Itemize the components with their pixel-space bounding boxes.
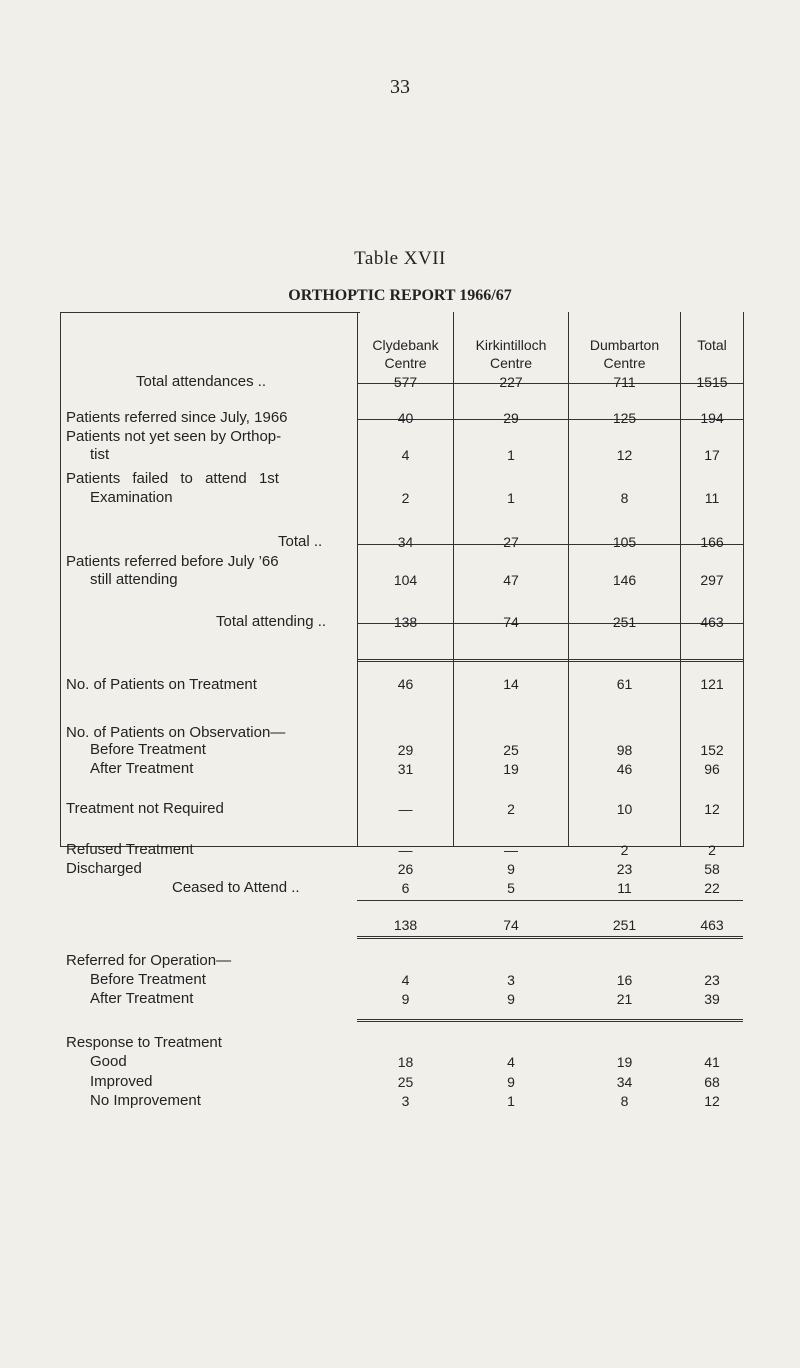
cell-total-attendances-col3: 711 bbox=[613, 374, 636, 390]
cell-op-before-col1: 4 bbox=[401, 972, 410, 988]
label-response: Response to Treatment bbox=[66, 1034, 222, 1051]
column-header-dumbarton bbox=[569, 336, 680, 372]
table-left-border bbox=[60, 312, 61, 847]
cell-refused-col3: 2 bbox=[620, 842, 629, 858]
cell-not-seen-col1: 4 bbox=[401, 447, 410, 463]
table-right-border bbox=[743, 312, 744, 847]
cell-total-attending-col3: 251 bbox=[612, 614, 637, 630]
label-failed-2: Examination bbox=[90, 489, 173, 506]
cell-refused-col1: — bbox=[398, 842, 413, 858]
label-before-july-2: still attending bbox=[90, 571, 178, 588]
cell-total-attending-col4: 463 bbox=[700, 614, 724, 630]
cell-total-attending-col1: 138 bbox=[393, 614, 418, 630]
cell-no-improvement-col1: 3 bbox=[401, 1093, 410, 1109]
cell-before-july-col3: 146 bbox=[612, 572, 637, 588]
cell-not-required-col4: 12 bbox=[704, 801, 720, 817]
label-refused: Refused Treatment bbox=[66, 841, 194, 858]
label-op-before: Before Treatment bbox=[90, 971, 206, 988]
label-operation: Referred for Operation— bbox=[66, 952, 232, 969]
cell-failed-col2: 1 bbox=[507, 490, 515, 506]
cell-after-treatment-col1: 31 bbox=[397, 761, 414, 777]
label-total: Total .. bbox=[278, 533, 323, 550]
cell-op-before-col4: 23 bbox=[704, 972, 720, 988]
label-op-after: After Treatment bbox=[90, 990, 194, 1007]
cell-ceased-col3: 11 bbox=[617, 880, 632, 896]
cell-referred-since-col4: 194 bbox=[700, 410, 724, 426]
cell-on-treatment-col3: 61 bbox=[616, 676, 633, 692]
cell-failed-col3: 8 bbox=[620, 490, 629, 506]
cell-not-seen-col2: 1 bbox=[507, 447, 515, 463]
cell-referred-since-col3: 125 bbox=[612, 410, 637, 426]
cell-on-treatment-col2: 14 bbox=[503, 676, 519, 692]
label-after-treatment: After Treatment bbox=[90, 760, 194, 777]
cell-ceased-col4: 22 bbox=[704, 880, 720, 896]
cell-total-col1: 34 bbox=[397, 534, 414, 550]
double-rule-before-response bbox=[357, 1019, 743, 1022]
orthoptic-table bbox=[60, 312, 744, 1109]
column-header-line1: Kirkintilloch bbox=[475, 337, 547, 353]
cell-after-treatment-col4: 96 bbox=[704, 761, 720, 777]
cell-subtotal-col2: 74 bbox=[503, 917, 519, 933]
cell-total-attendances-col4: 1515 bbox=[696, 374, 728, 390]
cell-not-required-col2: 2 bbox=[507, 801, 515, 817]
label-observation: No. of Patients on Observation— bbox=[66, 724, 286, 741]
label-on-treatment: No. of Patients on Treatment bbox=[66, 676, 257, 693]
label-no-improvement: No Improvement bbox=[90, 1092, 201, 1109]
cell-discharged-col2: 9 bbox=[507, 861, 515, 877]
column-header-line2: Total bbox=[697, 337, 727, 353]
cell-good-col2: 4 bbox=[507, 1054, 515, 1070]
label-before-july-1: Patients referred before July ’66 bbox=[66, 553, 279, 570]
label-before-treatment: Before Treatment bbox=[90, 741, 206, 758]
cell-on-treatment-col4: 121 bbox=[700, 676, 724, 692]
cell-improved-col4: 68 bbox=[704, 1074, 720, 1090]
cell-ceased-col2: 5 bbox=[507, 880, 515, 896]
cell-subtotal-col1: 138 bbox=[393, 917, 418, 933]
column-header-clydebank bbox=[358, 336, 453, 372]
cell-on-treatment-col1: 46 bbox=[397, 676, 414, 692]
cell-not-required-col1: — bbox=[398, 801, 413, 817]
cell-op-before-col3: 16 bbox=[616, 972, 633, 988]
cell-good-col4: 41 bbox=[704, 1054, 720, 1070]
column-header-line2: Centre bbox=[489, 355, 533, 371]
cell-good-col1: 18 bbox=[397, 1054, 414, 1070]
cell-improved-col2: 9 bbox=[507, 1074, 515, 1090]
double-rule-after-subtotal bbox=[357, 936, 743, 939]
label-discharged: Discharged bbox=[66, 860, 142, 877]
cell-op-after-col1: 9 bbox=[401, 991, 410, 1007]
cell-before-july-col1: 104 bbox=[393, 572, 418, 588]
cell-referred-since-col2: 29 bbox=[503, 410, 519, 426]
cell-total-attending-col2: 74 bbox=[503, 614, 519, 630]
cell-no-improvement-col2: 1 bbox=[507, 1093, 515, 1109]
cell-total-col2: 27 bbox=[503, 534, 519, 550]
column-header-kirkintilloch bbox=[454, 336, 568, 372]
cell-subtotal-col3: 251 bbox=[612, 917, 637, 933]
page-number: 33 bbox=[390, 76, 410, 98]
label-good: Good bbox=[90, 1053, 127, 1070]
cell-not-seen-col4: 17 bbox=[704, 447, 720, 463]
rule-before-subtotal bbox=[357, 900, 743, 901]
table-top-border bbox=[60, 312, 360, 313]
cell-no-improvement-col3: 8 bbox=[620, 1093, 629, 1109]
cell-before-treatment-col3: 98 bbox=[616, 742, 633, 758]
column-header-line1: Clydebank bbox=[372, 337, 439, 353]
cell-discharged-col1: 26 bbox=[397, 861, 414, 877]
column-header-line1: Dumbarton bbox=[589, 337, 660, 353]
column-header-total bbox=[681, 336, 743, 354]
cell-total-attendances-col2: 227 bbox=[499, 374, 523, 390]
cell-good-col3: 19 bbox=[616, 1054, 633, 1070]
cell-total-attendances-col1: 577 bbox=[393, 374, 418, 390]
cell-before-treatment-col1: 29 bbox=[397, 742, 414, 758]
label-referred-since: Patients referred since July, 1966 bbox=[66, 409, 288, 426]
cell-not-required-col3: 10 bbox=[616, 801, 633, 817]
cell-failed-col1: 2 bbox=[401, 490, 410, 506]
cell-op-before-col2: 3 bbox=[507, 972, 515, 988]
label-total-attendances: Total attendances .. bbox=[136, 373, 267, 390]
report-title: ORTHOPTIC REPORT 1966/67 bbox=[288, 287, 512, 304]
cell-op-after-col2: 9 bbox=[507, 991, 515, 1007]
label-not-seen-2: tist bbox=[90, 446, 110, 463]
cell-failed-col4: 11 bbox=[704, 490, 720, 506]
cell-ceased-col1: 6 bbox=[401, 880, 410, 896]
table-title: Table XVII bbox=[354, 248, 446, 269]
cell-before-july-col2: 47 bbox=[503, 572, 519, 588]
cell-op-after-col4: 39 bbox=[704, 991, 720, 1007]
label-failed-1: Patients failed to attend 1st bbox=[66, 470, 279, 487]
cell-improved-col1: 25 bbox=[397, 1074, 414, 1090]
cell-total-col3: 105 bbox=[612, 534, 637, 550]
label-not-required: Treatment not Required bbox=[66, 800, 224, 817]
column-header-line2: Centre bbox=[603, 355, 646, 371]
cell-before-treatment-col2: 25 bbox=[503, 742, 519, 758]
cell-after-treatment-col3: 46 bbox=[616, 761, 633, 777]
cell-discharged-col4: 58 bbox=[704, 861, 720, 877]
label-ceased: Ceased to Attend .. bbox=[172, 879, 300, 896]
cell-refused-col2: — bbox=[504, 842, 518, 858]
cell-total-col4: 166 bbox=[700, 534, 724, 550]
cell-referred-since-col1: 40 bbox=[397, 410, 414, 426]
label-improved: Improved bbox=[90, 1073, 153, 1090]
label-total-attending: Total attending .. bbox=[216, 613, 327, 630]
cell-improved-col3: 34 bbox=[616, 1074, 633, 1090]
cell-before-july-col4: 297 bbox=[700, 572, 724, 588]
cell-discharged-col3: 23 bbox=[616, 861, 633, 877]
double-rule-after-total-attending bbox=[357, 659, 743, 662]
cell-refused-col4: 2 bbox=[708, 842, 716, 858]
cell-before-treatment-col4: 152 bbox=[700, 742, 724, 758]
cell-subtotal-col4: 463 bbox=[700, 917, 724, 933]
cell-no-improvement-col4: 12 bbox=[704, 1093, 720, 1109]
cell-op-after-col3: 21 bbox=[616, 991, 633, 1007]
cell-not-seen-col3: 12 bbox=[616, 447, 633, 463]
label-not-seen-1: Patients not yet seen by Orthop- bbox=[66, 428, 282, 445]
cell-after-treatment-col2: 19 bbox=[503, 761, 519, 777]
column-header-line2: Centre bbox=[384, 355, 427, 371]
